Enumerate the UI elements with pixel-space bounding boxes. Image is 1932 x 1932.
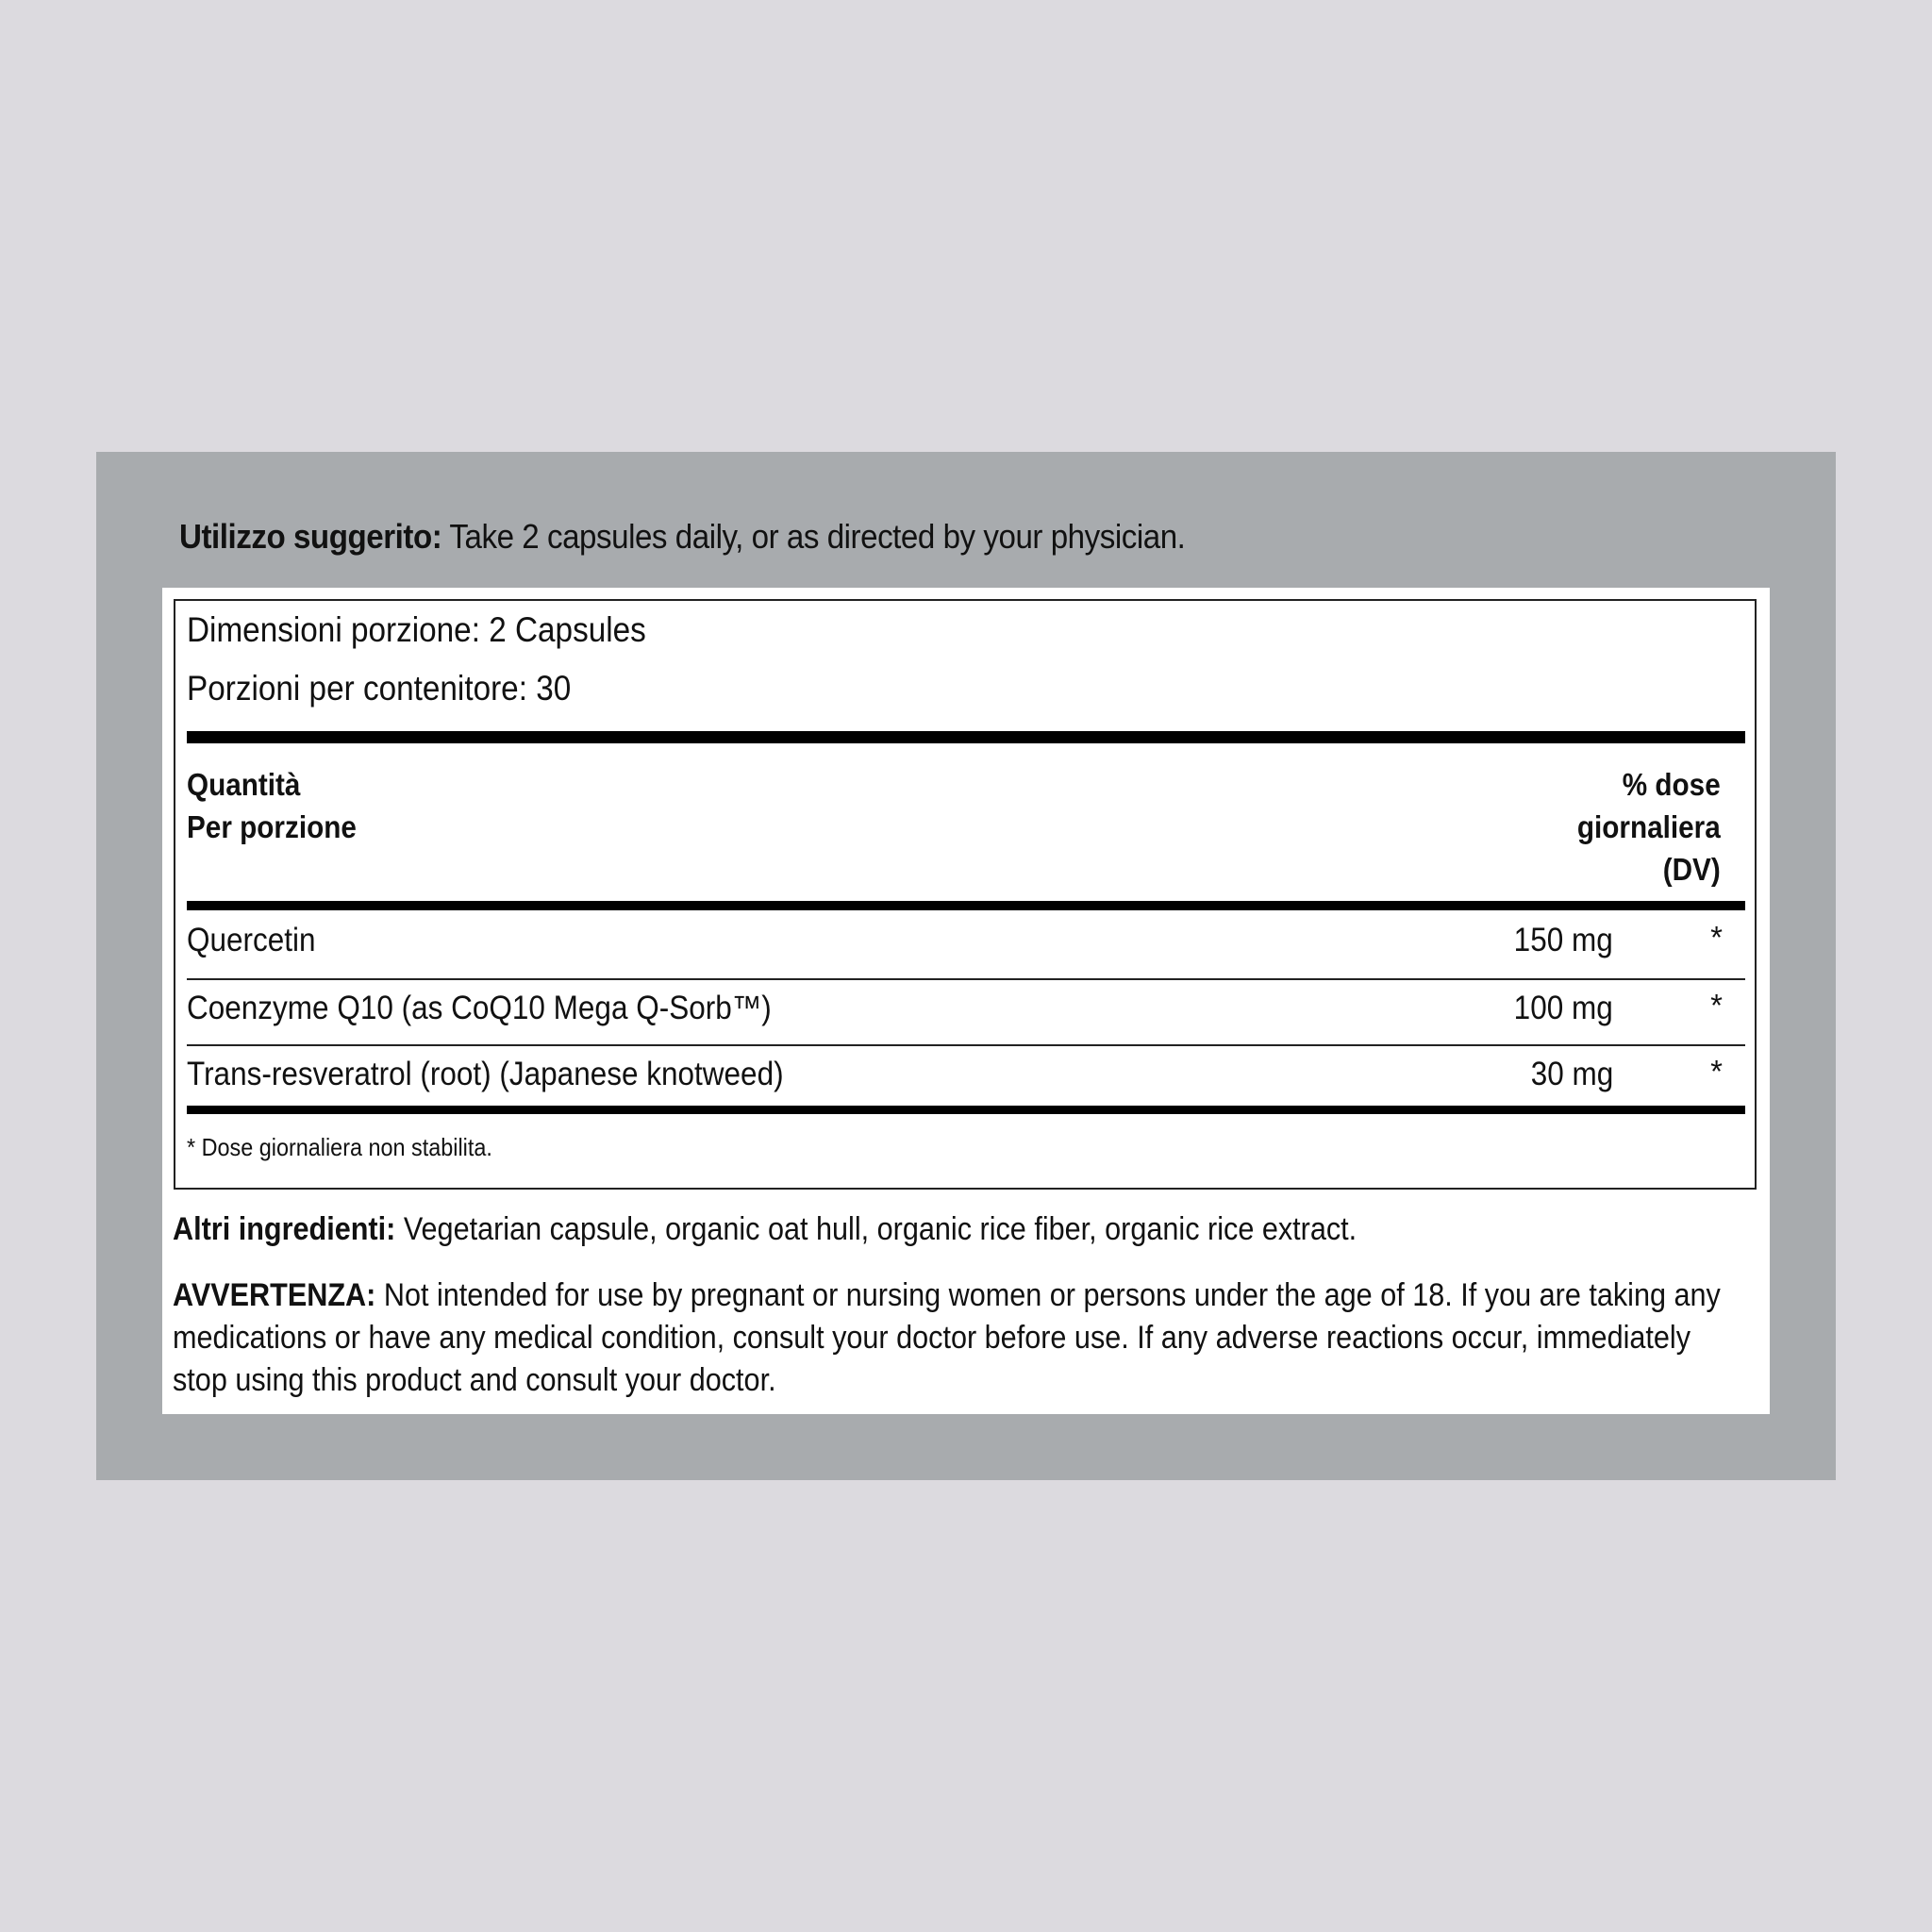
ingredient-amount: 100 mg: [1513, 990, 1613, 1026]
table-row: [187, 978, 1745, 1046]
suggested-use-label: Utilizzo suggerito:: [179, 517, 442, 556]
ingredient-amount: 150 mg: [1513, 922, 1613, 958]
table-row: [187, 912, 1745, 978]
header-right-line: % dose: [1623, 767, 1721, 802]
suggested-use: [179, 517, 1185, 557]
servings-per-container: Porzioni per contenitore: 30: [187, 669, 572, 708]
ingredient-dv: *: [1710, 920, 1723, 955]
warning-label: AVVERTENZA:: [173, 1277, 376, 1313]
header-left-line: Quantità: [187, 767, 301, 802]
divider-thick: [187, 901, 1745, 910]
warning-text: Not intended for use by pregnant or nursing women or persons under the age of 18. If you are taking any medications or have any medical condition, consult your doctor before use. If any adverse reactions occur, immediately stop using this product and consult your doctor.: [173, 1277, 1721, 1398]
divider-thick: [187, 1106, 1745, 1114]
amount-per-serving-header: [187, 763, 357, 848]
ingredient-name: Trans-resveratrol (root) (Japanese knotweed): [187, 1056, 784, 1092]
divider-thick: [187, 731, 1745, 743]
header-right-line: giornaliera: [1577, 809, 1721, 844]
header-left-line: Per porzione: [187, 809, 357, 844]
ingredient-dv: *: [1710, 1054, 1723, 1089]
supplement-facts-box: [174, 599, 1757, 1190]
ingredient-amount: 30 mg: [1530, 1056, 1613, 1092]
serving-size: Dimensioni porzione: 2 Capsules: [187, 610, 646, 649]
dv-footnote: * Dose giornaliera non stabilita.: [187, 1133, 492, 1161]
daily-value-header: [1577, 763, 1721, 891]
suggested-use-text: Take 2 capsules daily, or as directed by your physician.: [449, 517, 1186, 556]
other-ingredients-label: Altri ingredienti:: [173, 1211, 396, 1247]
ingredient-name: Quercetin: [187, 922, 316, 958]
header-right-line: (DV): [1662, 852, 1721, 887]
ingredient-name: Coenzyme Q10 (as CoQ10 Mega Q-Sorb™): [187, 990, 772, 1026]
ingredient-dv: *: [1710, 988, 1723, 1023]
other-ingredients: [173, 1211, 1357, 1248]
warning: [173, 1274, 1752, 1402]
other-ingredients-text: Vegetarian capsule, organic oat hull, organic rice fiber, organic rice extract.: [403, 1211, 1357, 1247]
table-row: [187, 1044, 1745, 1112]
